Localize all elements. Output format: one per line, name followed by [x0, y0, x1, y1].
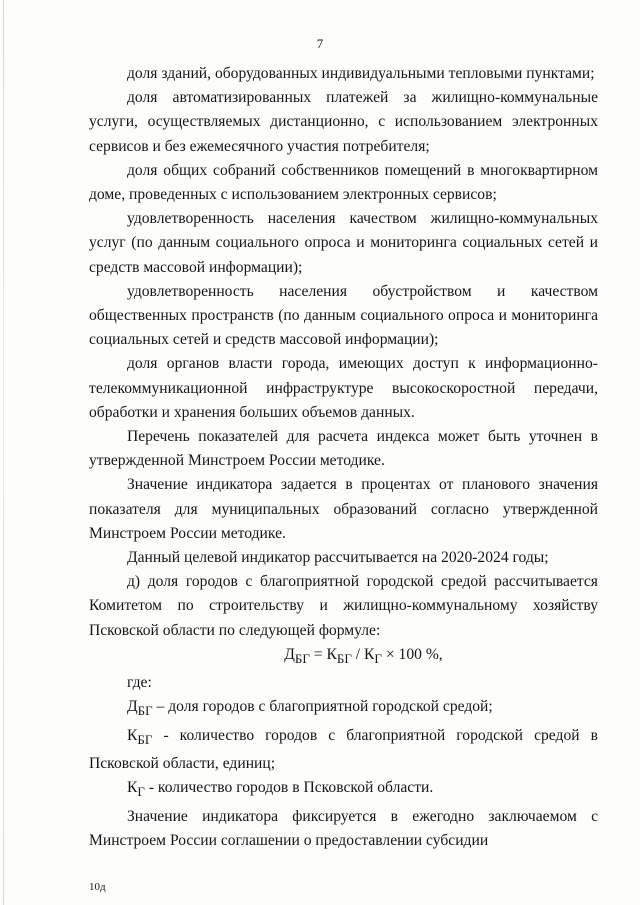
- formula-slash: /: [351, 645, 365, 663]
- paragraph-10: д) доля городов с благоприятной городской средой рассчитывается Комитетом по строительству и жилищно-коммунальному хозяйству Псковской области по следующей формуле:: [89, 573, 598, 639]
- definition-1-sub: БГ: [137, 703, 153, 719]
- where-label: где:: [127, 674, 152, 692]
- formula-numerator: К: [326, 645, 337, 663]
- definition-1: [89, 695, 598, 723]
- formula-lhs: Д: [284, 645, 295, 663]
- paragraph-7: Перечень показателей для расчета индекса может быть уточнен в утвержденной Минстроем России методике.: [89, 428, 598, 470]
- definition-3-sub: Г: [137, 784, 145, 800]
- paragraph-4: удовлетворенность населения качеством жилищно-коммунальных услуг (по данным социального опроса и мониторинга социальных сетей и средств массовой информации);: [89, 210, 598, 276]
- scan-edge-line: [3, 0, 4, 905]
- footer-code: 10д: [89, 881, 106, 893]
- paragraph-final: Значение индикатора фиксируется в ежегодно заключаемом с Минстроем России соглашении о предоставлении субсидии: [89, 807, 598, 849]
- formula-lhs-sub: БГ: [294, 650, 310, 666]
- formula-denominator: К: [364, 645, 375, 663]
- paragraph-5: удовлетворенность населения обустройством и качеством общественных пространств (по данным социального опроса и мониторинга социальных сетей и средств массовой информации);: [89, 282, 598, 349]
- definition-2-symbol: К: [127, 726, 138, 744]
- paragraph-8: Значение индикатора задается в процентах от планового значения показателя для муниципальных образований согласно утвержденной Минстроем России методике.: [89, 476, 598, 542]
- paragraph-1: доля зданий, оборудованных индивидуальными тепловыми пунктами;: [127, 65, 595, 82]
- paragraph-6: доля органов власти города, имеющих доступ к информационно-телекоммуникационной инфраструктуре высокоскоростной передачи, обработки и хранения больших объемов данных.: [89, 355, 598, 421]
- definition-3-symbol: К: [127, 779, 138, 797]
- definition-2-text: - количество городов с благоприятной городской средой в Псковской области, единиц;: [89, 726, 598, 773]
- definition-2: [89, 724, 598, 777]
- formula-denominator-sub: Г: [374, 650, 382, 666]
- paragraph-3: доля общих собраний собственников помещений в многоквартирном доме, проведенных с использованием электронных сервисов;: [89, 161, 598, 204]
- formula-numerator-sub: БГ: [336, 650, 352, 666]
- page-number: 7: [316, 36, 324, 51]
- paragraph-9: Данный целевой индикатор рассчитывается на 2020-2024 годы;: [127, 549, 549, 567]
- definition-1-symbol: Д: [127, 698, 138, 716]
- definition-3: [89, 776, 598, 804]
- definition-3-text: - количество городов в Псковской области.: [144, 779, 434, 797]
- formula: [89, 643, 598, 671]
- formula-eq: =: [309, 645, 327, 663]
- definition-1-text: – доля городов с благоприятной городской средой;: [152, 698, 493, 716]
- document-body: [89, 62, 598, 853]
- definition-2-sub: БГ: [137, 731, 153, 747]
- paragraph-2: доля автоматизированных платежей за жилищно-коммунальные услуги, осуществляемых дистанционно, с использованием электронных сервисов и без ежемесячного участия потребителя;: [89, 89, 598, 155]
- formula-tail: × 100 %,: [381, 645, 443, 663]
